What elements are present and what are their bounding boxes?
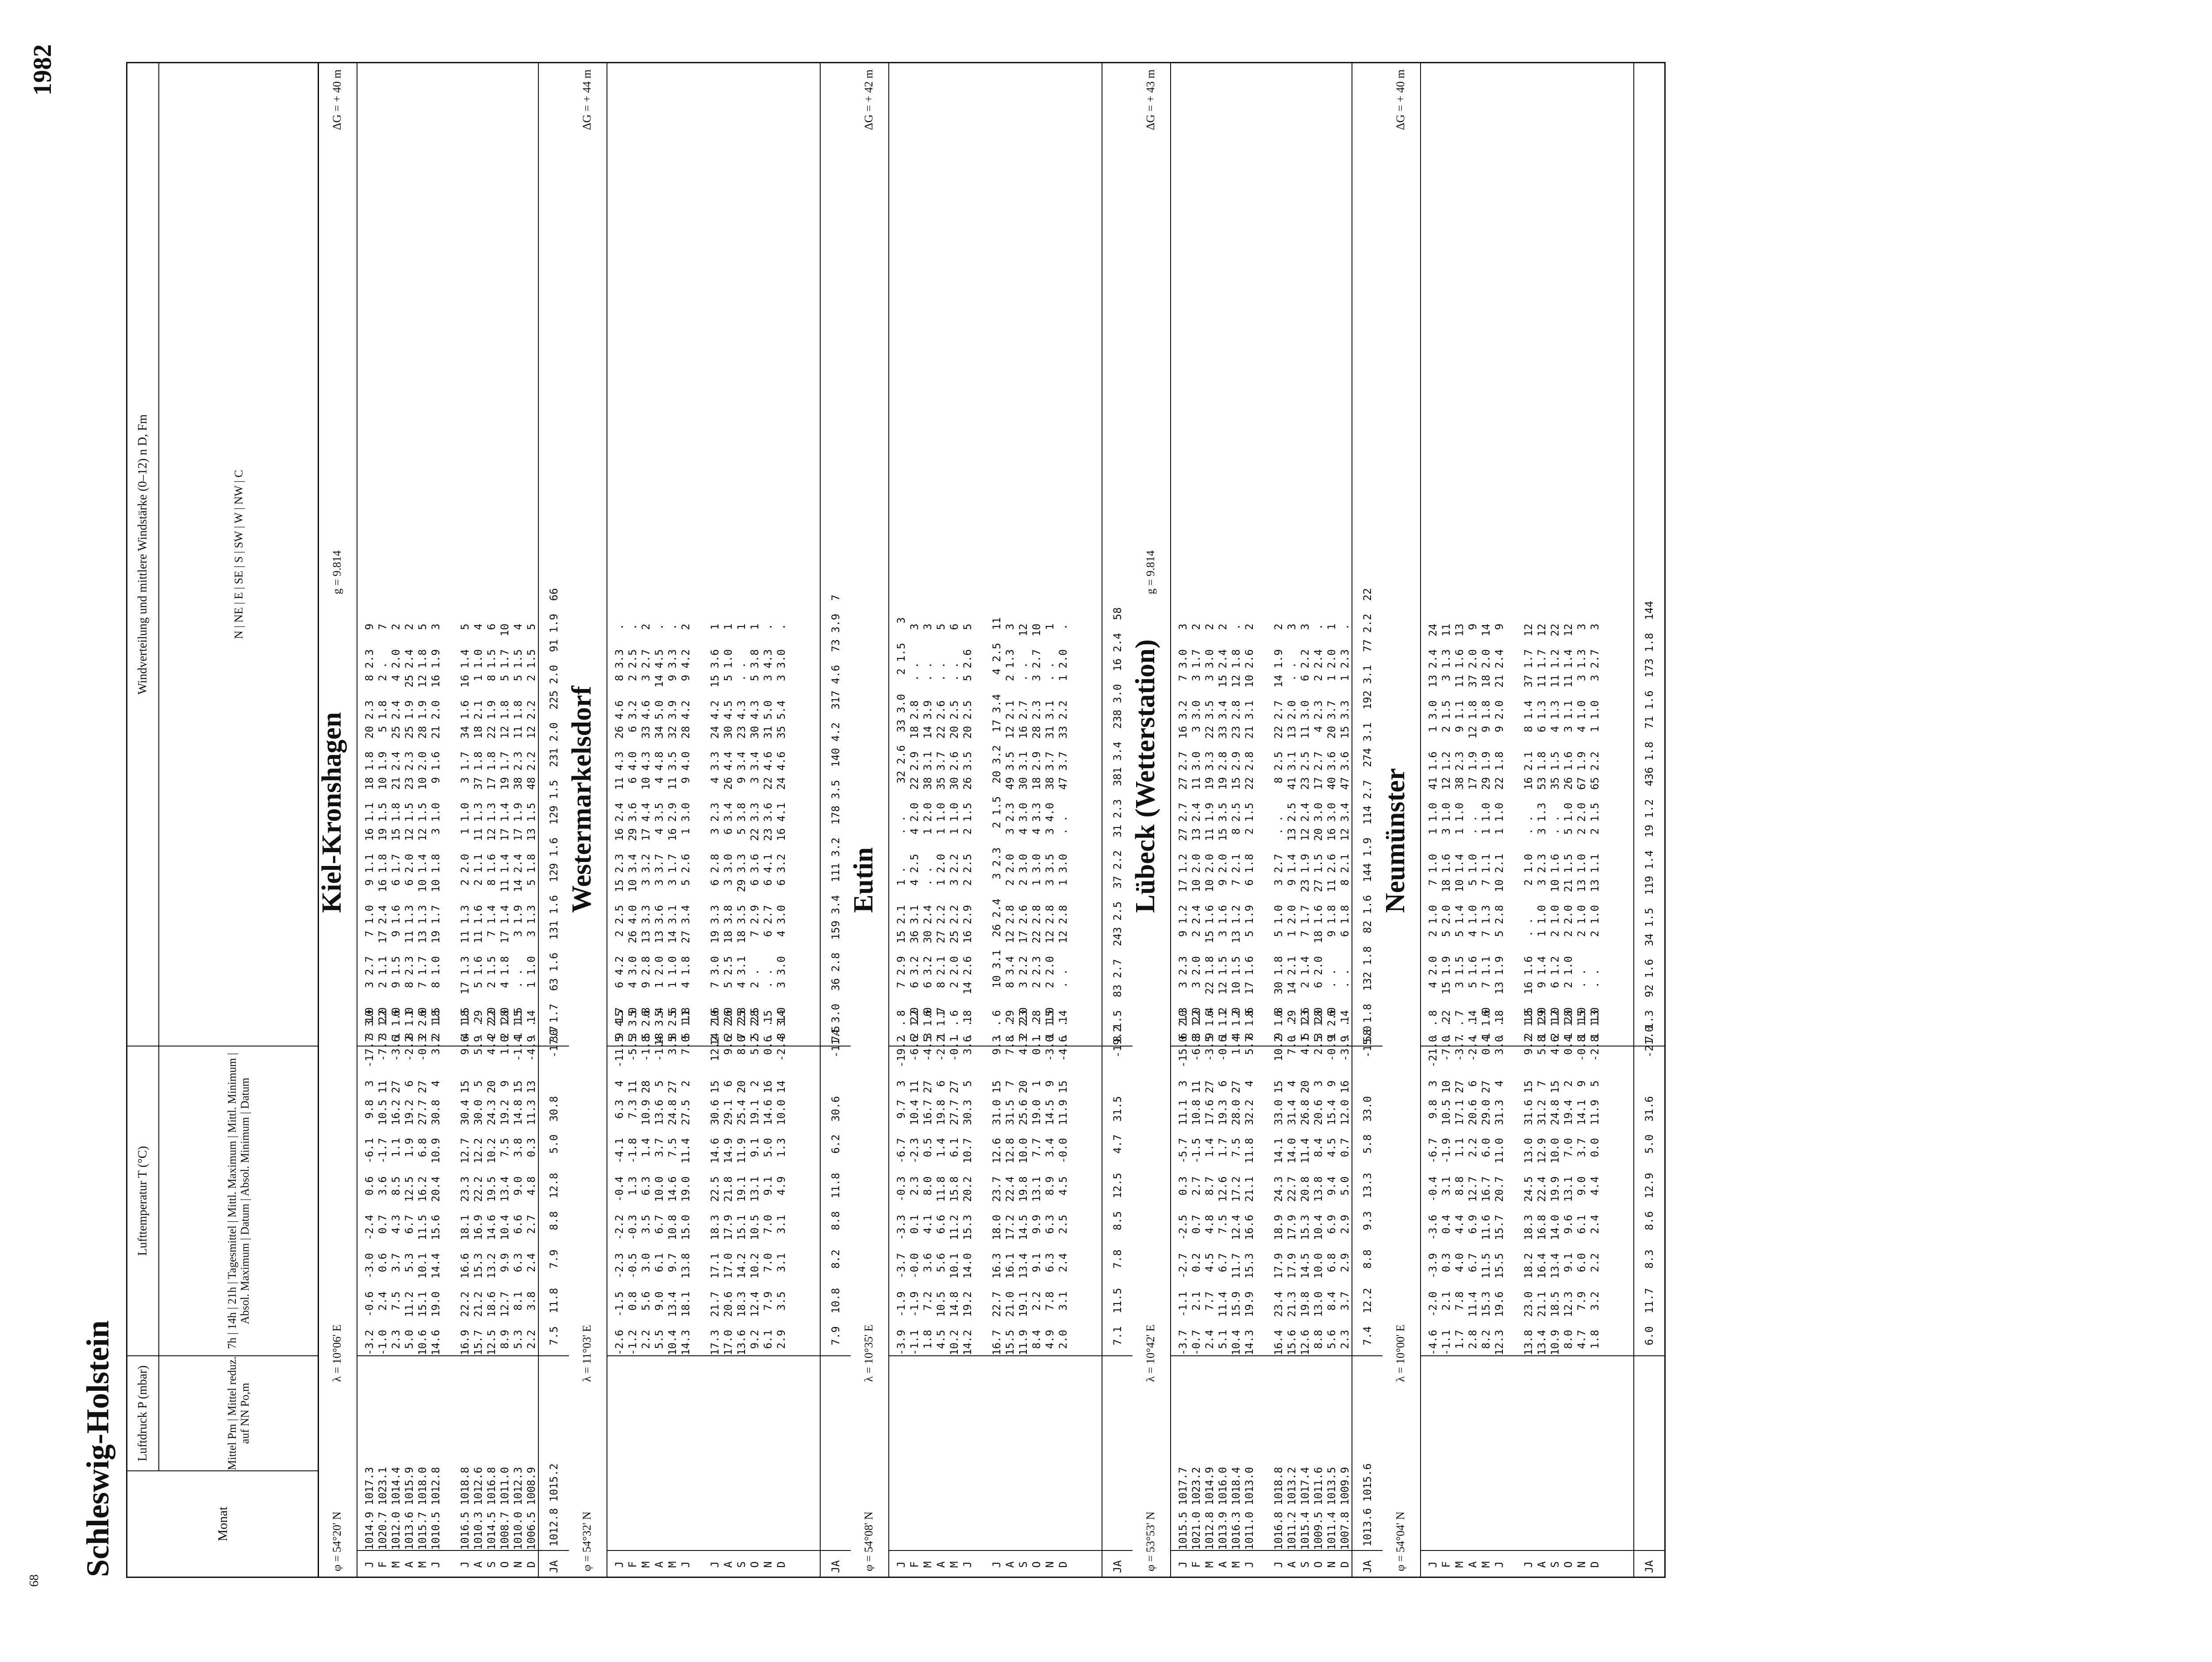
annual-label: JA: [1102, 1550, 1133, 1577]
station-meta: [569, 63, 607, 1577]
table-row: 2.0 3.1 2.4 2.5 4.5 -0.0 11.9 15 -4.6 14: [1057, 1010, 1069, 1355]
table-row: D: [1339, 1561, 1351, 1568]
annual-pressure: 1013.6 1015.6: [1352, 1355, 1382, 1550]
table-row: -2.6 -1.5 -2.3 -2.2 -0.4 -4.1 6.3 4 -11.5 15: [613, 1010, 626, 1355]
table-row: A: [1217, 1561, 1229, 1568]
table-row: 1.8 7.2 3.6 4.1 8.0 0.5 16.7 27 -4.5 6: [922, 1010, 934, 1355]
table-row: 1014.5 1016.8: [485, 1467, 498, 1550]
table-row: -3.7 -1.1 -2.7 -2.5 0.3 -5.7 11.1 3 -15.0 10: [1177, 1010, 1189, 1355]
annual-wind: 30 1.7 63 1.6 131 1.6 129 1.6 129 1.5 231 2.0 225 2.0 91 1.9 66: [548, 588, 560, 1042]
table-row: J: [1272, 1561, 1285, 1568]
station-meta: [1382, 63, 1421, 1577]
table-row: 5 2.5 2 . 7 2.9 6 3.6 22 3.3 3 3.4 30 4.3 5 3.8 1: [749, 623, 761, 1046]
table-row: 11.9 19.1 13.4 14.5 19.8 10.0 25.6 20 4.3 23: [1017, 1010, 1029, 1355]
table-row: 4 1.0 10 1.5 13 1.2 7 2.1 8 2.5 15 2.9 23 2.8 12 1.8 .: [1230, 623, 1242, 1046]
table-row: A: [935, 1561, 947, 1568]
table-row: 10.9 18.5 13.4 14.0 19.9 10.0 24.8 15 4.6 12: [1549, 1010, 1561, 1355]
pressure-column: [607, 1355, 820, 1550]
table-row: M: [1453, 1561, 1466, 1568]
table-row: . . 5 1.6 4 1.0 5 1.0 . . 17 1.9 12 1.8 37 2.0 9: [1467, 623, 1479, 1046]
annual-pressure: 1012.8 1015.2: [539, 1355, 569, 1550]
table-row: N: [1575, 1561, 1588, 1568]
table-row: 3 3.0 3 2.7 7 1.0 9 1.1 16 1.1 18 1.8 20 2.3 8 2.3 9: [363, 623, 376, 1046]
annual-pressure: [1102, 1355, 1133, 1550]
table-row: O: [1030, 1561, 1043, 1568]
annual-label: JA: [821, 1550, 851, 1577]
table-row: 1015.7 1018.0: [416, 1467, 429, 1550]
table-row: 10.6 15.1 10.1 11.5 16.2 6.8 27.7 27 -0.3 6: [416, 1010, 429, 1355]
table-row: 14.2 19.2 14.0 15.3 20.2 10.7 30.3 5 3.6 18: [961, 1010, 974, 1355]
year-title: 1982: [28, 44, 57, 96]
table-row: 18 3.4 1 2.0 13 3.6 3 3.7 4 3.5 4 4.8 34 5.0 14 4.5 .: [653, 623, 665, 1046]
table-row: -1.2 0.8 -0.5 -0.3 1.3 -1.8 7.3 11 -5.5 5: [626, 1010, 639, 1355]
table-row: 1015.5 1017.7: [1177, 1467, 1189, 1550]
table-row: 8 1.0 8 2.3 11 1.3 6 2.0 12 1.5 23 2.3 25 1.9 25 2.4 2: [403, 623, 415, 1046]
annual-wind: 58 1.8 132 1.8 82 1.6 144 1.9 114 2.7 274 3.1 192 3.1 77 2.2 22: [1361, 588, 1374, 1042]
table-row: 1013.9 1016.0: [1217, 1467, 1229, 1550]
table-row: F: [1190, 1561, 1202, 1568]
table-row: . . 4 2.0 2 1.0 7 1.0 1 1.0 41 1.6 1 3.0 13 2.4 24: [1427, 623, 1439, 1046]
table-row: 2 2.0 7 1.7 13 1.3 10 1.4 12 1.5 10 2.0 28 1.9 12 1.8 5: [416, 623, 429, 1046]
station-longitude: λ = 10°42' E: [1144, 1324, 1157, 1382]
table-row: D: [525, 1561, 538, 1568]
table-row: 3 3.0 3 3.0 4 3.0 6 3.2 16 4.1 24 4.6 35 5.4 3 3.0 .: [775, 623, 787, 1046]
header-month: Monat: [127, 1470, 319, 1577]
table-row: 1 1.0 . . 2 1.0 13 1.0 2 2.0 67 1.9 4 1.0 3 1.3 3: [1575, 623, 1588, 1046]
table-row: M: [390, 1561, 402, 1568]
table-row: . . 14 2.1 1 2.0 9 1.4 13 2.5 41 3.1 13 2.0 . . 3: [1286, 623, 1298, 1046]
station-latitude: φ = 54°04' N: [1394, 1511, 1407, 1571]
table-row: 8.4 2.2 9.1 9.9 13.1 7.7 19.0 1 0.1 28: [1030, 1010, 1043, 1355]
annual-row: [1102, 63, 1133, 1577]
table-row: 1014.9 1017.3: [363, 1467, 376, 1550]
table-row: -0.7 2.1 0.2 0.7 2.7 -1.5 10.8 11 -6.8 22: [1190, 1010, 1202, 1355]
table-row: 1010.0 1012.3: [512, 1467, 524, 1550]
table-row: 6.1 7.9 7.0 7.0 9.1 5.0 14.6 16 0.6 15: [762, 1010, 774, 1355]
month-column: [357, 1550, 538, 1577]
table-row: -4.6 -2.0 -3.9 -3.6 -0.4 -6.7 9.8 3 -21.0 8: [1427, 1010, 1439, 1355]
annual-temperature: 7.5 11.8 7.9 8.8 12.8 5.0 30.8 -17.7: [539, 1046, 569, 1355]
station-meta: [1130, 63, 1171, 1577]
station-height-delta: ΔG = + 40 m: [1394, 69, 1407, 131]
pressure-column: [1421, 1355, 1633, 1550]
table-row: 2.8 11.4 6.7 6.9 12.7 2.2 20.6 6 -2.4 14: [1467, 1010, 1479, 1355]
table-row: 1 1.0 9 1.4 1 1.0 3 2.3 3 1.3 53 1.8 6 1.3 11 1.7 12: [1536, 623, 1548, 1046]
station-rows: [1421, 63, 1633, 1577]
table-row: M: [1203, 1561, 1216, 1568]
table-row: M: [640, 1561, 652, 1568]
station-latitude: φ = 54°08' N: [862, 1511, 875, 1571]
table-row: . . . . 6 2.7 6 4.1 23 3.6 22 4.6 31 5.0 3 4.3 .: [762, 623, 774, 1046]
table-row: 12.3 19.6 15.5 15.7 20.7 11.0 31.3 4 3.0 18: [1493, 1010, 1505, 1355]
header-wind: Windverteilung und mittlere Windstärke (0–12) n D, Fm N | NE | E | SE | S | SW | W | NW | C: [127, 63, 319, 1046]
table-row: J: [1427, 1561, 1439, 1568]
table-row: F: [376, 1561, 389, 1568]
table-row: J: [895, 1561, 907, 1568]
wind-column: [1421, 63, 1633, 1046]
table-row: 1 1.0 2 2.0 12 2.8 3 3.5 3 4.0 38 3.7 31 3.1 . . 1: [1044, 623, 1056, 1046]
table-row: 9.2 12.4 10.2 10.5 13.1 9.1 19.1 2 5.2 28: [749, 1010, 761, 1355]
table-row: 1.7 7.8 4.0 4.4 8.8 1.1 17.1 27 -3.7 7: [1453, 1010, 1466, 1355]
table-row: 9 4.7 6 4.2 2 2.5 15 2.3 16 2.4 11 4.3 26 4.6 8 3.3 .: [613, 623, 626, 1046]
station-latitude: φ = 53°53' N: [1144, 1511, 1157, 1571]
table-row: D: [1589, 1561, 1601, 1568]
table-row: 10.2 14.8 10.1 11.2 15.8 6.1 27.7 27 -0.1 6: [948, 1010, 960, 1355]
table-row: N: [762, 1561, 774, 1568]
table-row: N: [512, 1561, 524, 1568]
station-gravity: g = 9.814: [330, 550, 343, 594]
wind-column: [889, 63, 1102, 1046]
table-row: J: [709, 1561, 721, 1568]
table-row: M: [416, 1561, 429, 1568]
table-row: 1 1.7 8 2.1 27 2.2 1 2.0 1 1.0 35 3.7 22 2.6 . . 5: [935, 623, 947, 1046]
station-latitude: φ = 54°20' N: [330, 1511, 343, 1571]
table-row: S: [1017, 1561, 1029, 1568]
table-row: 2 1.0 6 3.2 36 3.1 4 2.5 4 2.0 22 2.9 18 2.8 . . 3: [908, 623, 921, 1046]
table-row: 2 2.0 5 2.5 18 3.8 3 3.0 6 3.4 26 4.4 30 4.5 5 1.0 1: [722, 623, 734, 1046]
annual-temperature: 6.0 11.7 8.3 8.6 12.9 5.0 31.6 -21.0: [1634, 1046, 1664, 1355]
table-row: 14 2.6 7 3.0 19 3.3 6 2.8 3 2.3 4 3.3 24 4.2 15 3.6 1: [709, 623, 721, 1046]
table-row: J: [1243, 1561, 1256, 1568]
table-row: S: [485, 1561, 498, 1568]
table-row: O: [499, 1561, 511, 1568]
annual-row: [1352, 63, 1382, 1577]
station-block: [1382, 63, 1664, 1577]
table-row: 3 3.0 4 3.0 26 4.0 10 3.4 29 3.6 6 4.0 6 3.2 2 2.5 .: [626, 623, 639, 1046]
table-row: 1009.5 1011.6: [1312, 1467, 1325, 1550]
annual-row: [820, 63, 851, 1577]
pressure-column: [889, 1355, 1102, 1550]
table-row: 1010.3 1012.6: [472, 1467, 484, 1550]
table-row: -3.9 -1.9 -3.7 -3.3 -0.3 -6.7 9.7 3 -19.2 8: [895, 1010, 907, 1355]
table-row: . . 10 3.1 26 2.4 3 2.3 2 1.5 20 3.2 17 3.4 4 2.5 11: [991, 617, 1003, 1046]
table-row: -3.2 -0.6 -3.0 -2.4 0.6 -6.1 9.8 3 -17.7 10: [363, 1010, 376, 1355]
annual-temperature: 7.1 11.5 7.8 8.5 12.5 4.7 31.5 -19.2: [1102, 1046, 1133, 1355]
station-rows: [889, 63, 1102, 1577]
station-height-delta: ΔG = + 40 m: [330, 69, 343, 131]
table-row: . . . . 6 1.8 8 2.1 12 3.4 47 3.6 15 3.3 1 2.3 .: [1339, 623, 1351, 1046]
table-row: 3 1.0 6 2.0 18 1.6 27 1.5 20 3.0 17 2.7 4 2.3 2 2.4 .: [1312, 623, 1325, 1046]
table-row: M: [922, 1561, 934, 1568]
station-name: Eutin: [849, 847, 879, 913]
table-row: 15.6 21.3 17.9 17.9 22.7 14.0 31.4 4 7.0 29: [1286, 1010, 1298, 1355]
header-temperature: Lufttemperatur T (°C) 7h | 14h | 21h | Tagesmittel | Mittl. Maximum | Mittl. Minimum | Absol. Maximum | Datum | Absol. Minimum | Datum: [127, 1046, 319, 1355]
table-row: A: [1467, 1561, 1479, 1568]
table-row: A: [1286, 1561, 1298, 1568]
table-row: J: [459, 1561, 471, 1568]
annual-wind: 8 1.5 83 2.7 243 2.5 37 2.2 31 2.3 381 3.4 238 3.0 16 2.4 58: [1111, 607, 1124, 1042]
table-row: F: [626, 1561, 639, 1568]
table-row: J: [961, 1561, 974, 1568]
table-row: 10.4 13.4 9.7 10.8 14.6 7.5 24.8 27 3.5 5: [666, 1010, 679, 1355]
table-row: . . 5 1.6 11 1.6 2 1.1 11 1.3 37 1.8 18 2.1 1 1.0 4: [472, 623, 484, 1046]
table-row: 5.6 8.4 6.8 6.9 9.4 4.5 15.4 9 -0.9 6: [1325, 1010, 1338, 1355]
table-row: 1 1.0 7 1.1 7 1.3 7 1.1 1 1.0 29 1.9 9 1.8 18 2.0 14: [1480, 623, 1492, 1046]
table-row: 1016.5 1018.8: [459, 1467, 471, 1550]
table-row: J: [680, 1561, 692, 1568]
table-row: 2.3 3.7 2.9 2.9 5.0 0.7 12.0 16 -3.9 14: [1339, 1010, 1351, 1355]
table-row: M: [666, 1561, 679, 1568]
table-row: 13.8 23.0 18.2 18.3 24.5 13.0 31.6 15 9.2 18: [1522, 1010, 1535, 1355]
station-block: [569, 63, 851, 1577]
table-row: 1007.8 1009.9: [1339, 1467, 1351, 1550]
station-gravity: g = 9.814: [1144, 550, 1157, 594]
table-row: -1.1 -1.9 -0.0 0.1 2.3 -2.3 10.4 11 -6.6 22: [908, 1010, 921, 1355]
wind-column: [607, 63, 820, 1046]
wind-column: [357, 63, 538, 1046]
table-row: 8.8 13.0 10.0 10.4 13.8 8.4 20.6 3 2.5 28: [1312, 1010, 1325, 1355]
annual-temperature: 7.4 12.2 8.8 9.3 13.3 5.8 33.0 -15.0: [1352, 1046, 1382, 1355]
table-row: 1016.8 1018.8: [1272, 1467, 1285, 1550]
wind-column: [1171, 63, 1352, 1046]
table-row: 1021.0 1023.2: [1190, 1467, 1202, 1550]
station-block: [1130, 63, 1382, 1577]
table-row: 2 1.0 6 1.2 2 1.0 10 1.6 . . 35 1.5 4 1.3 11 1.2 22: [1549, 623, 1561, 1046]
table-row: 1 1.0 2 1.0 2 2.0 21 1.5 5 1.0 26 1.6 3 1.1 11 1.4 12: [1562, 623, 1575, 1046]
table-row: 1011.4 1013.5: [1325, 1467, 1338, 1550]
pressure-column: [1171, 1355, 1352, 1550]
table-row: A: [472, 1561, 484, 1568]
table-row: 8.0 12.3 9.1 9.6 13.1 7.0 19.4 2 0.4 28: [1562, 1010, 1575, 1355]
table-row: D: [775, 1561, 787, 1568]
stations-container: [319, 63, 1664, 1577]
table-row: J: [613, 1561, 626, 1568]
page-number: 68: [27, 1574, 41, 1587]
table-row: 2 2.0 3 2.2 17 2.6 2 3.0 4 3.0 30 3.1 16 2.7 . . 12: [1017, 623, 1029, 1046]
annual-label: JA: [1634, 1550, 1664, 1577]
table-row: 3 1.0 2 1.1 17 2.4 16 1.8 19 1.5 10 1.9 5 1.8 2 . 7: [376, 623, 389, 1046]
table-row: 2.3 7.5 3.7 4.3 8.5 1.1 16.2 27 -3.6 6: [390, 1010, 402, 1355]
table-row: J: [430, 1561, 442, 1568]
temperature-column: [889, 1010, 1102, 1355]
table-row: J: [1493, 1561, 1505, 1568]
table-row: 16.7 22.7 16.3 18.0 23.7 12.6 31.0 15 9.3 6: [991, 1010, 1003, 1355]
table-row: 1012.0 1014.4: [390, 1467, 402, 1550]
station-name: Kiel-Kronshagen: [317, 712, 347, 913]
table-row: 9 1.8 30 1.8 5 1.0 3 2.7 . . 8 2.5 22 2.7 14 1.9 2: [1272, 623, 1285, 1046]
table-row: 5.1 11.4 6.7 7.5 12.6 1.7 19.3 6 -0.6 1: [1217, 1010, 1229, 1355]
table-row: 17.0 20.6 17.0 17.9 21.8 14.9 29.1 6 9.6 26: [722, 1010, 734, 1355]
station-height-delta: ΔG = + 43 m: [1144, 69, 1157, 131]
table-row: A: [653, 1561, 665, 1568]
month-column: [889, 1550, 1102, 1577]
table-row: 1006.5 1008.9: [525, 1467, 538, 1550]
month-column: [1171, 1550, 1352, 1577]
table-row: 5 1.6 2 1.4 7 1.7 23 1.9 12 2.4 23 2.5 11 3.0 6 2.2 3: [1299, 623, 1311, 1046]
annual-row: [538, 63, 569, 1577]
table-row: 1.8 3.2 2.2 2.4 4.4 0.0 11.9 5 -2.8 13: [1589, 1010, 1601, 1355]
table-row: S: [1549, 1561, 1561, 1568]
table-row: 9 1.4 22 1.8 15 1.6 10 2.0 11 1.9 19 3.3 22 3.5 3 3.0 2: [1203, 623, 1216, 1046]
table-row: . . 7 2.9 15 2.1 1 . . . 32 2.6 33 3.0 2 1.5 3: [895, 617, 907, 1046]
table-row: 14.6 19.0 14.4 15.6 20.4 10.9 30.8 4 3.2 18: [430, 1010, 442, 1355]
annual-wind: 74 3.0 36 2.8 159 3.4 111 3.2 178 3.5 140 4.2 317 4.6 73 3.9 7: [830, 594, 842, 1042]
table-row: 2.4 7.7 4.5 4.8 8.7 1.4 17.6 27 -3.5 6: [1203, 1010, 1216, 1355]
table-row: 1 2.0 . . 9 1.8 11 2.6 16 3.0 40 3.6 20 3.7 1 2.0 1: [1325, 623, 1338, 1046]
region-title: Schleswig-Holstein: [80, 1320, 115, 1577]
table-row: N: [1044, 1561, 1056, 1568]
table-row: S: [1299, 1561, 1311, 1568]
annual-row: [1633, 63, 1664, 1577]
table-row: 4.7 7.9 6.0 6.1 9.0 3.7 14.1 9 -0.8 15: [1575, 1010, 1588, 1355]
station-meta: [851, 63, 889, 1577]
header-pressure: Luftdruck P (mbar) Mittel Pm | Mittel reduz. auf NN Po,m: [127, 1355, 319, 1470]
station-name: Neumünster: [1380, 768, 1410, 913]
table-row: 2.2 3.8 2.4 2.7 4.8 0.3 11.3 13 -4.9 14: [525, 1010, 538, 1355]
table-row: 5.0 11.2 5.3 6.7 12.5 1.9 19.2 6 -2.2 1: [403, 1010, 415, 1355]
table-row: 8 2.6 1 1.0 14 3.1 3 1.7 16 2.9 11 3.5 32 3.9 9 3.3 .: [666, 623, 679, 1046]
table-row: 17.3 21.7 17.1 18.3 22.5 14.6 30.6 15 12.2 10: [709, 1010, 721, 1355]
table-row: -1.1 2.1 0.3 0.4 3.1 -1.9 10.5 10 -7.0 22: [1440, 1010, 1452, 1355]
station-height-delta: ΔG = + 44 m: [580, 69, 593, 131]
table-row: M: [1480, 1561, 1492, 1568]
table-row: . . . . 12 2.8 1 3.0 . . 47 3.7 33 2.2 1 2.0 .: [1057, 623, 1069, 1046]
station-rows: [357, 63, 538, 1577]
table-row: 15.7 21.2 15.3 16.9 22.2 12.2 30.0 5 5.9 29: [472, 1010, 484, 1355]
table-row: 4.5 10.5 5.6 6.6 11.8 1.4 19.8 6 -2.2 1: [935, 1010, 947, 1355]
table-row: 8.2 15.3 11.5 11.6 16.7 6.0 29.0 27 0.4 6: [1480, 1010, 1492, 1355]
table-row: M: [1230, 1561, 1242, 1568]
table-row: 2 2.0 2 1.5 7 1.4 8 1.6 12 1.3 17 1.8 22 1.9 8 1.5 6: [485, 623, 498, 1046]
table-row: 1013.6 1015.9: [403, 1467, 415, 1550]
table-row: J: [1177, 1561, 1189, 1568]
table-row: 3 1.0 3 2.0 2 2.4 10 2.0 13 2.4 11 3.0 3 3.0 3 1.7 2: [1190, 623, 1202, 1046]
table-row: 1 1.5 . . 3 1.9 14 2.4 17 1.9 38 2.3 11 1.8 5 1.5 4: [512, 623, 524, 1046]
station-meta: [319, 63, 357, 1577]
station-longitude: λ = 10°00' E: [1394, 1324, 1407, 1382]
table-row: . . 2 2.3 22 2.8 1 3.0 4 3.3 18 2.9 28 2.3 3 2.7 10: [1030, 623, 1043, 1046]
station-block: [851, 63, 1133, 1577]
station-longitude: λ = 10°35' E: [862, 1324, 875, 1382]
table-row: 1 1.0 9 1.5 9 1.6 6 1.7 15 1.8 21 2.4 25 2.4 4 2.0 2: [390, 623, 402, 1046]
table-row: A: [722, 1561, 734, 1568]
table-row: 1 1.2 12 1.5 3 1.6 9 2.0 15 3.5 19 2.8 33 3.4 15 2.4 2: [1217, 623, 1229, 1046]
annual-label: JA: [539, 1550, 569, 1577]
table-row: S: [735, 1561, 748, 1568]
table-row: 2 1.5 16 1.6 . . 2 1.0 . . 16 2.1 8 1.4 37 1.7 12: [1522, 623, 1535, 1046]
table-row: 5 1.8 4 1.8 27 3.4 5 2.6 1 3.0 9 4.0 28 4.2 9 4.2 2: [680, 623, 692, 1046]
station-height-delta: ΔG = + 42 m: [862, 69, 875, 131]
table-row: . . 3 1.5 5 1.4 10 1.4 1 1.0 38 2.3 9 1.1 11 1.6 13: [1453, 623, 1466, 1046]
table-row: O: [1562, 1561, 1575, 1568]
table-row: 16.9 22.2 16.6 18.1 23.3 12.7 30.4 15 9.6 18: [459, 1010, 471, 1355]
pressure-column: [357, 1355, 538, 1550]
table-row: A: [1004, 1561, 1016, 1568]
annual-pressure: [821, 1355, 851, 1550]
month-column: [607, 1550, 820, 1577]
annual-pressure: [1634, 1355, 1664, 1550]
table-row: 8.9 12.7 9.9 10.4 13.4 7.5 19.2 9 1.0 28: [499, 1010, 511, 1355]
table-row: . . 13 1.9 5 2.8 10 2.1 1 1.0 22 1.8 9 2.0 21 2.4 9: [1493, 623, 1505, 1046]
table-row: 13.6 18.3 14.2 15.1 19.1 11.9 25.4 20 8.0 25: [735, 1010, 748, 1355]
table-row: 15.5 21.0 16.1 17.2 22.4 12.8 31.5 7 7.8 29: [1004, 1010, 1016, 1355]
table-row: N: [1325, 1561, 1338, 1568]
table-row: A: [403, 1561, 415, 1568]
station-name: Westermarkelsdorf: [567, 685, 597, 913]
table-row: 2.2 5.6 3.0 3.5 6.3 1.4 10.9 28 -1.8 6: [640, 1010, 652, 1355]
table-row: 2 1.5 8 1.0 19 1.7 10 1.8 3 1.0 9 1.6 21 2.0 16 1.9 3: [430, 623, 442, 1046]
table-row: F: [1440, 1561, 1452, 1568]
table-row: 8 1.6 17 1.6 5 1.9 6 1.8 2 1.5 22 2.8 21 3.1 10 2.6 2: [1243, 623, 1256, 1046]
table-row: M: [948, 1561, 960, 1568]
table-row: 1010.5 1012.8: [430, 1467, 442, 1550]
table-row: 3 1.0 6 3.2 30 2.4 . . 1 2.0 38 3.1 14 3.9 . . 3: [922, 623, 934, 1046]
table-row: . . 1 1.0 3 1.3 5 1.8 13 1.5 48 2.2 12 2.2 2 1.5 5: [525, 623, 538, 1046]
table-row: 14.3 18.1 13.8 15.0 19.0 11.4 27.5 2 7.0 11: [680, 1010, 692, 1355]
annual-label: JA: [1352, 1550, 1382, 1577]
month-column: [1421, 1550, 1633, 1577]
table-row: 1011.2 1013.2: [1286, 1467, 1298, 1550]
table-row: 1 1.0 . . 2 1.0 13 1.1 2 1.5 65 2.2 1 1.0 3 2.7 3: [1589, 623, 1601, 1046]
table-row: 4.9 7.8 6.3 6.3 8.9 3.4 14.5 9 -3.0 15: [1044, 1010, 1056, 1355]
table-row: 13.4 21.1 16.4 16.8 22.4 12.9 31.2 7 5.8 29: [1536, 1010, 1548, 1355]
table-row: . . 8 3.4 12 2.8 2 2.0 3 2.3 49 3.5 12 2.1 2 1.3 3: [1004, 623, 1016, 1046]
table-row: A: [1536, 1561, 1548, 1568]
table-row: 4 1.5 17 1.3 11 1.3 2 2.0 1 1.0 3 1.7 34 1.6 16 1.4 5: [459, 623, 471, 1046]
table-row: 1020.7 1023.1: [376, 1467, 389, 1550]
station-longitude: λ = 11°03' E: [580, 1325, 593, 1382]
table-row: 2.9 3.5 3.1 3.1 4.9 1.3 10.0 14 -2.4 14: [775, 1010, 787, 1355]
table-row: 14.3 19.9 15.3 16.6 21.1 11.8 32.2 4 5.7 8: [1243, 1010, 1256, 1355]
station-rows: [1171, 63, 1352, 1577]
table-row: 12.5 18.6 13.2 14.6 19.5 10.2 24.3 20 4.4 22: [485, 1010, 498, 1355]
station-rows: [607, 63, 820, 1577]
station-block: [319, 63, 569, 1577]
table-row: O: [1312, 1561, 1325, 1568]
station-name: Lübeck (Wetterstation): [1130, 639, 1160, 913]
table-row: 5.5 9.0 6.1 6.7 10.0 3.7 13.6 5 -1.4 5: [653, 1010, 665, 1355]
table-row: D: [1057, 1561, 1069, 1568]
table-row: 12.6 19.8 14.5 15.3 20.8 11.4 26.8 20 4.1 23: [1299, 1010, 1311, 1355]
table-row: 1008.7 1011.0: [499, 1467, 511, 1550]
climate-table: [126, 62, 1666, 1578]
temperature-column: [357, 1010, 538, 1355]
table-row: J: [363, 1561, 376, 1568]
table-row: 1015.4 1017.4: [1299, 1467, 1311, 1550]
station-longitude: λ = 10°06' E: [330, 1324, 343, 1382]
table-row: J: [991, 1561, 1003, 1568]
table-row: 1016.3 1018.4: [1230, 1467, 1242, 1550]
table-header: [127, 63, 319, 1577]
table-row: 7 2.8 4 3.1 18 3.5 29 3.3 5 3.8 9 3.4 23 4.3 . . 1: [735, 623, 748, 1046]
table-row: 10.4 15.9 11.7 12.4 17.2 7.5 28.0 27 1.4 2: [1230, 1010, 1242, 1355]
annual-temperature: 7.9 10.8 8.2 8.8 11.8 6.2 30.6 -11.5: [821, 1046, 851, 1355]
table-row: 5 2.8 9 2.8 13 3.3 3 3.2 17 4.4 10 4.3 33 4.6 3 2.7 2: [640, 623, 652, 1046]
table-row: J: [1522, 1561, 1535, 1568]
table-row: 1012.8 1014.9: [1203, 1467, 1216, 1550]
temperature-column: [1171, 1010, 1352, 1355]
table-row: . . 15 1.9 5 2.0 18 1.6 3 1.0 12 1.2 2 1.5 3 1.3 11: [1440, 623, 1452, 1046]
table-row: 5.3 8.1 6.3 6.6 9.0 3.8 14.8 15 -1.4 15: [512, 1010, 524, 1355]
table-row: 6 2.3 3 2.3 9 1.2 17 1.2 27 2.7 27 2.7 16 3.2 7 3.0 3: [1177, 623, 1189, 1046]
table-row: 2 1.0 4 1.8 17 1.4 11 1.4 17 1.4 19 1.7 12 1.8 5 1.7 10: [499, 623, 511, 1046]
table-row: . . 2 2.0 25 2.2 3 2.2 1 1.0 30 2.6 20 2.5 . . 6: [948, 623, 960, 1046]
table-row: 1011.0 1013.0: [1243, 1467, 1256, 1550]
temperature-column: [1421, 1010, 1633, 1355]
table-row: F: [908, 1561, 921, 1568]
table-row: O: [749, 1561, 761, 1568]
table-row: 16.4 23.4 17.9 18.9 24.3 14.1 33.0 15 10.2 6: [1272, 1010, 1285, 1355]
table-row: -1.0 2.4 0.6 0.7 3.6 -1.7 10.5 11 -7.7 22: [376, 1010, 389, 1355]
table-row: . . 14 2.6 16 2.9 2 2.5 2 1.5 26 3.5 20 2.5 5 2.6 5: [961, 623, 974, 1046]
annual-wind: 7 1.3 92 1.6 34 1.5 119 1.4 19 1.2 436 1.8 71 1.6 173 1.8 144: [1643, 601, 1655, 1042]
temperature-column: [607, 1010, 820, 1355]
station-latitude: φ = 54°32' N: [580, 1511, 593, 1571]
